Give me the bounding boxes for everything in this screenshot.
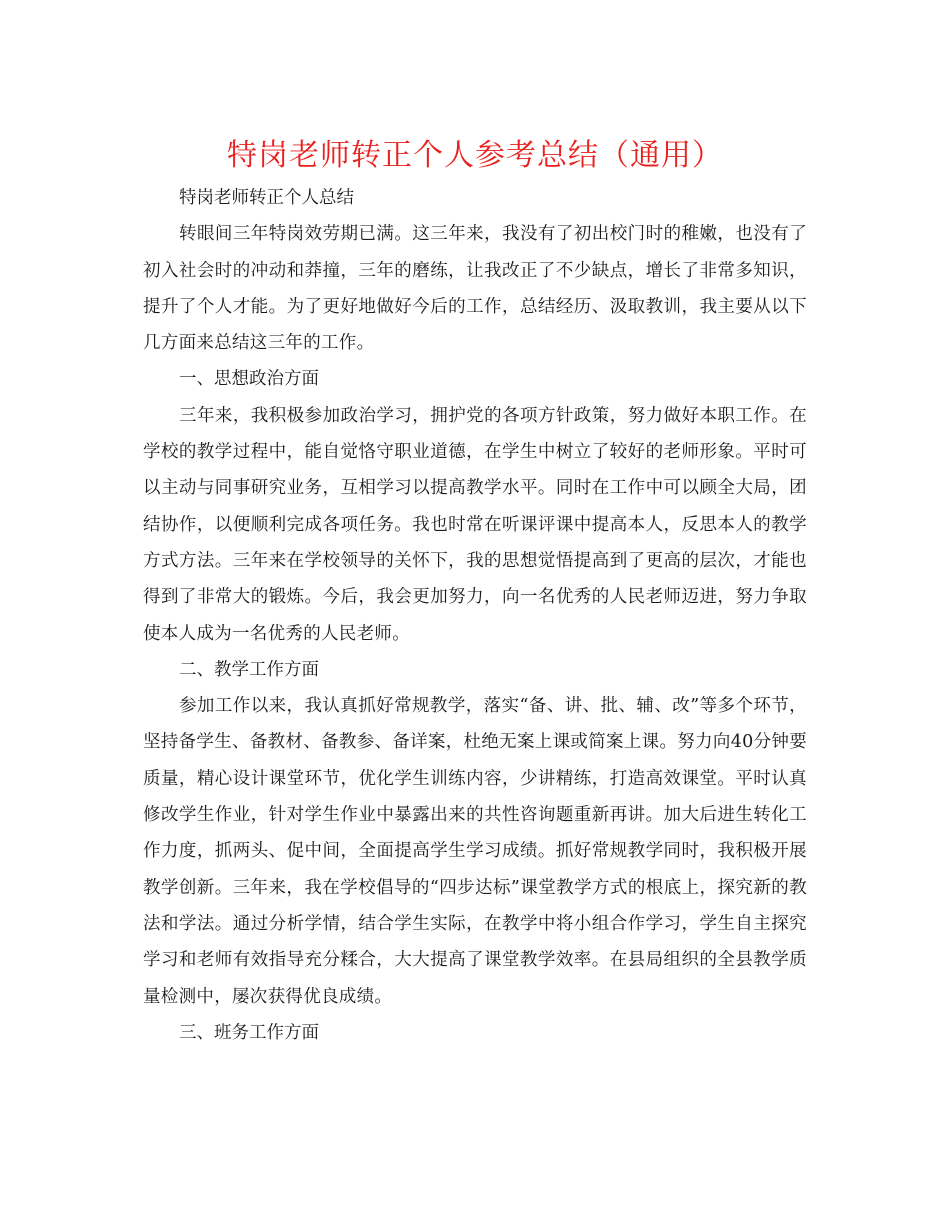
- intro-paragraph: 转眼间三年特岗效劳期已满。这三年来，我没有了初出校门时的稚嫩，也没有了初入社会时的冲动和莽撞，三年的磨练，让我改正了不少缺点，增长了非常多知识，提升了个人才能。为了更好地做好今后的工作，总结经历、汲取教训，我主要从以下几方面来总结这三年的工作。: [143, 224, 807, 354]
- section-heading-class-affairs: 三、班务工作方面: [179, 1022, 319, 1043]
- section-heading-teaching: 二、教学工作方面: [179, 659, 319, 680]
- document-title: 特岗老师转正个人参考总结（通用）: [227, 138, 723, 173]
- document-subtitle: 特岗老师转正个人总结: [179, 188, 354, 208]
- section-body-teaching: 参加工作以来，我认真抓好常规教学，落实“备、讲、批、辅、改”等多个环节，坚持备学生、备教材、备教参、备详案，杜绝无案上课或简案上课。努力向40分钟要质量，精心设计课堂环节，优化学生训练内容，少讲精练，打造高效课堂。平时认真修改学生作业，针对学生作业中暴露出来的共性咨询题重新再讲。加大后进生转化工作力度，抓两头、促中间，全面提高学生学习成绩。抓好常规教学同时，我积极开展教学创新。三年来，我在学校倡导的“四步达标”课堂教学方式的根底上，探究新的教法和学法。通过分析学情，结合学生实际，在教学中将小组合作学习，学生自主探究学习和老师有效指导充分糅合，大大提高了课堂教学效率。在县局组织的全县教学质量检测中，屡次获得优良成绩。: [143, 696, 807, 1007]
- section-heading-politics: 一、思想政治方面: [179, 369, 319, 390]
- document-body: [143, 180, 807, 1051]
- section-body-politics: 三年来，我积极参加政治学习，拥护党的各项方针政策，努力做好本职工作。在学校的教学过程中，能自觉恪守职业道德，在学生中树立了较好的老师形象。平时可以主动与同事研究业务，互相学习以提高教学水平。同时在工作中可以顾全大局，团结协作，以便顺利完成各项任务。我也时常在听课评课中提高本人，反思本人的教学方式方法。三年来在学校领导的关怀下，我的思想觉悟提高到了更高的层次，才能也得到了非常大的锻炼。今后，我会更加努力，向一名优秀的人民老师迈进，努力争取使本人成为一名优秀的人民老师。: [143, 405, 807, 644]
